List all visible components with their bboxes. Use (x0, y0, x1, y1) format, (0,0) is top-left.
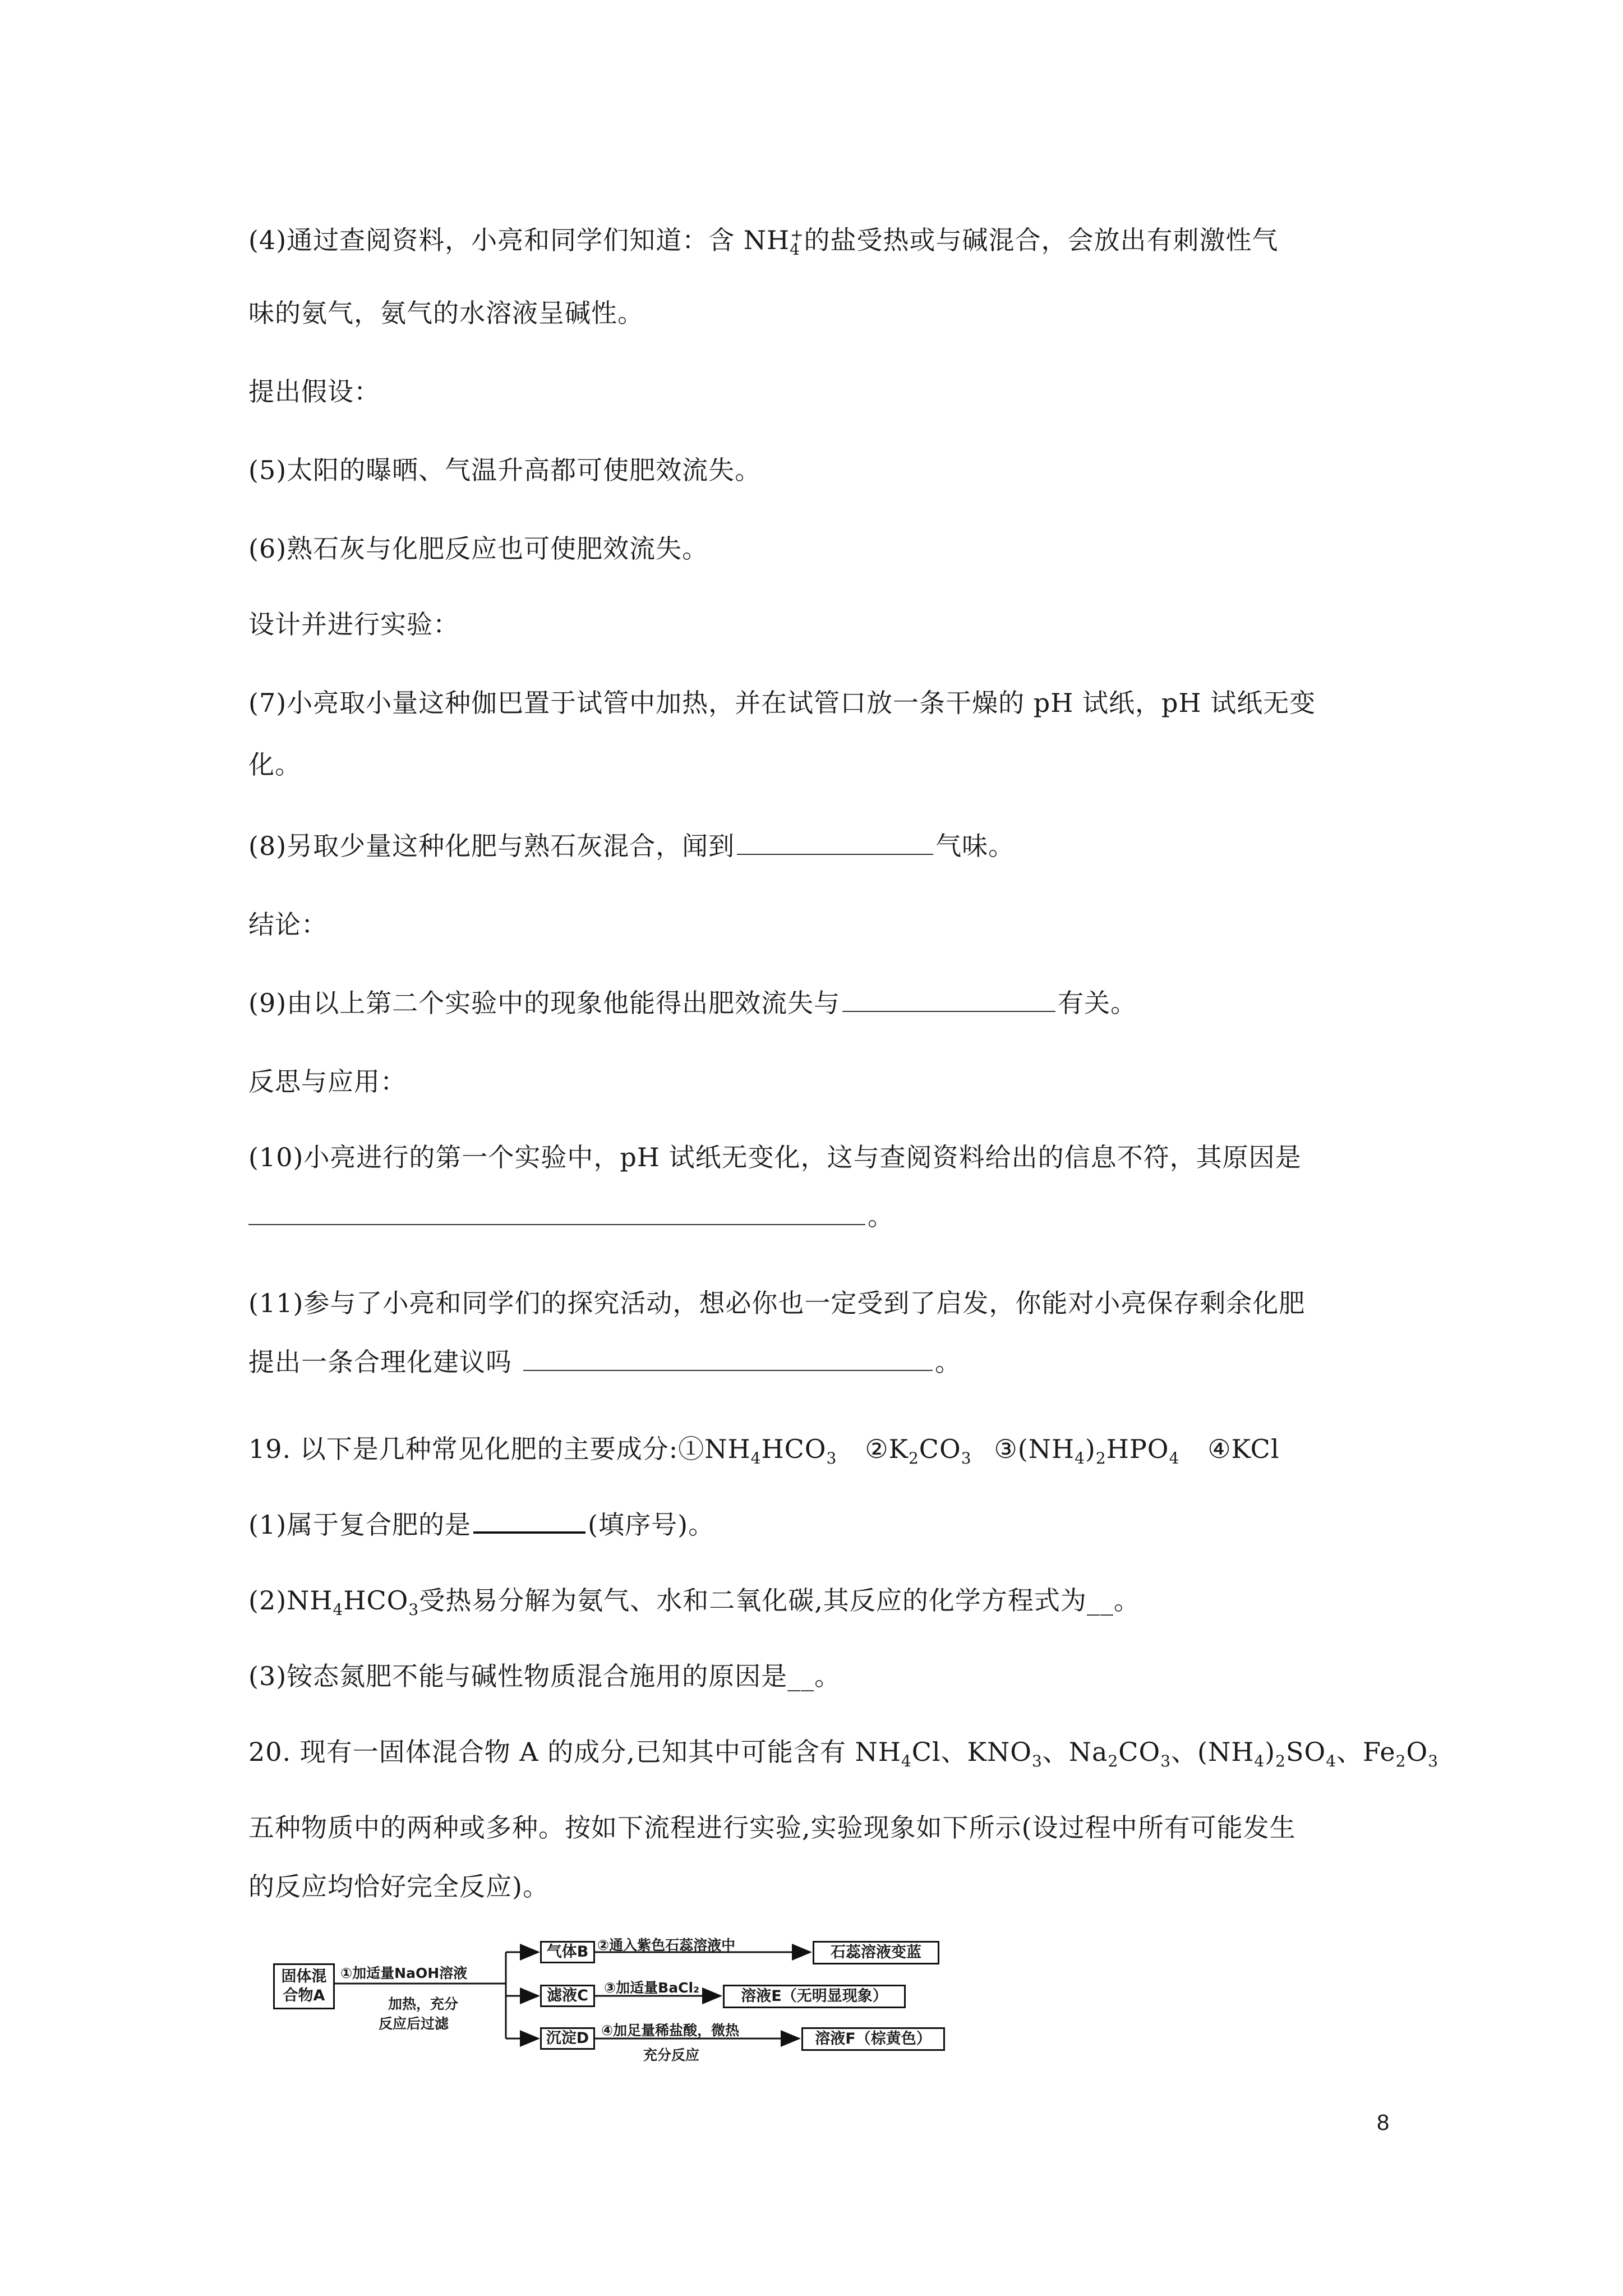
text-segment: 19. 以下是几种常见化肥的主要成分: (248, 1434, 679, 1464)
text-segment: Cl、KNO (911, 1737, 1032, 1767)
item-7-line2: 化。 (248, 749, 301, 780)
step-4-label-line2: 充分反应 (643, 2047, 700, 2063)
text-segment: (2)NH (248, 1585, 333, 1616)
item-7-line1: (7)小亮取小量这种伽巴置于试管中加热，并在试管口放一条干燥的 pH 试纸，pH 试纸无变 (248, 688, 1316, 718)
answer-blank-8[interactable] (737, 831, 933, 855)
text-segment: 。 (868, 1201, 894, 1231)
step-1-label-line3: 反应后过滤 (379, 2016, 449, 2032)
subscript: 4 (790, 240, 800, 259)
subscript: 3 (1031, 1752, 1043, 1771)
solid-mixture-a-box (273, 1963, 335, 2009)
question-20-line1 (248, 1736, 1439, 1771)
answer-blank-10[interactable] (248, 1202, 865, 1225)
subscript: 4 (1169, 1449, 1180, 1468)
section-design: 设计并进行实验： (248, 609, 459, 639)
text-segment: ②K (865, 1434, 909, 1464)
item-9 (248, 987, 1137, 1019)
text-segment: 20. 现有一固体混合物 A 的成分,已知其中可能含有 NH (248, 1737, 901, 1767)
question-20-line3: 的反应均恰好完全反应)。 (248, 1871, 549, 1902)
result-solution-e-box: 溶液E（无明显现象） (723, 1985, 906, 2008)
text-segment: 、Na (1042, 1737, 1108, 1767)
text-segment: (4)通过查阅资料，小亮和同学们知道：含 NH (248, 225, 790, 255)
subscript: 3 (826, 1449, 837, 1468)
subscript: 2 (1275, 1752, 1286, 1771)
result-litmus-blue-box: 石蕊溶液变蓝 (813, 1941, 939, 1964)
text-segment: HCO (343, 1585, 409, 1616)
text-segment: HCO (761, 1434, 827, 1464)
text-segment: SO (1285, 1737, 1326, 1767)
text-segment: CO (1118, 1737, 1161, 1767)
text-segment: CO (919, 1434, 961, 1464)
section-conclusion: 结论： (248, 909, 328, 940)
subscript: 4 (750, 1449, 762, 1468)
filtrate-c-box: 滤液C (540, 1985, 595, 2007)
question-19-part2 (248, 1585, 1140, 1619)
gas-b-box: 气体B (540, 1941, 595, 1963)
experiment-flowchart (273, 1937, 980, 2063)
text-segment: (1)属于复合肥的是 (248, 1510, 472, 1540)
subscript: 3 (408, 1600, 419, 1619)
subscript: 3 (1428, 1752, 1439, 1771)
step-2-label: ②通入紫色石蕊溶液中 (597, 1937, 736, 1953)
box-label: 固体混合物A (281, 1968, 327, 2004)
item-5: (5)太阳的曝晒、气温升高都可使肥效流失。 (248, 455, 762, 485)
text-segment: 。 (935, 1347, 961, 1377)
item-8 (248, 830, 1015, 862)
subscript: 3 (1160, 1752, 1172, 1771)
step-1-label-line2: 加热，充分 (388, 1996, 459, 2012)
subscript: 2 (1095, 1449, 1106, 1468)
subscript: 4 (1075, 1449, 1085, 1468)
superscript: + (790, 225, 804, 244)
item-6: (6)熟石灰与化肥反应也可使肥效流失。 (248, 533, 709, 564)
question-19-stem (248, 1433, 1280, 1468)
question-20-line2: 五种物质中的两种或多种。按如下流程进行实验,实验现象如下所示(设过程中所有可能发生 (248, 1812, 1296, 1843)
answer-blank-9[interactable] (842, 988, 1055, 1012)
text-segment: ①NH (678, 1434, 751, 1464)
text-segment: ) (1265, 1737, 1276, 1767)
text-segment: ) (1085, 1434, 1096, 1464)
subscript: 2 (908, 1449, 919, 1468)
text-segment: 提出一条合理化建议吗 (248, 1347, 512, 1377)
text-segment: O (1406, 1737, 1428, 1767)
text-segment: ③(NH (994, 1434, 1075, 1464)
item-11-line1: (11)参与了小亮和同学们的探究活动，想必你也一定受到了启发，你能对小亮保存剩余化肥 (248, 1288, 1306, 1318)
step-1-label: ①加适量NaOH溶液 (340, 1965, 468, 1981)
question-19-part1 (248, 1509, 714, 1540)
text-segment: ④KCl (1207, 1434, 1280, 1464)
text-segment: (填序号)。 (588, 1510, 715, 1540)
page-number: 8 (1377, 2110, 1390, 2135)
answer-blank-19-1[interactable] (473, 1509, 585, 1534)
subscript: 4 (1326, 1752, 1337, 1771)
section-reflection: 反思与应用： (248, 1066, 407, 1097)
precipitate-d-box: 沉淀D (540, 2027, 595, 2050)
paragraph-4-line1 (248, 224, 1279, 259)
step-3-label: ③加适量BaCl₂ (604, 1980, 699, 1996)
text-segment: 受热易分解为氨气、水和二氧化碳,其反应的化学方程式为__。 (419, 1585, 1140, 1616)
text-segment: 、(NH (1171, 1737, 1255, 1767)
subscript: 4 (333, 1600, 344, 1619)
subscript: 2 (1395, 1752, 1407, 1771)
item-10-line1: (10)小亮进行的第一个实验中，pH 试纸无变化，这与查阅资料给出的信息不符，其原因是 (248, 1142, 1302, 1172)
subscript: 4 (901, 1752, 912, 1771)
text-segment: (9)由以上第二个实验中的现象他能得出肥效流失与 (248, 988, 841, 1018)
section-hypothesis: 提出假设： (248, 376, 380, 407)
subscript: 2 (1108, 1752, 1119, 1771)
answer-blank-11[interactable] (523, 1347, 933, 1371)
text-segment: 气味。 (935, 831, 1015, 861)
result-solution-f-box: 溶液F（棕黄色） (801, 2027, 945, 2051)
item-10-line2 (248, 1200, 894, 1232)
text-segment: 、Fe (1336, 1737, 1396, 1767)
item-11-line2 (248, 1346, 961, 1378)
step-4-label: ④加足量稀盐酸，微热 (601, 2022, 740, 2039)
question-19-part3: (3)铵态氮肥不能与碱性物质混合施用的原因是__。 (248, 1661, 841, 1691)
text-segment: 的盐受热或与碱混合，会放出有刺激性气 (804, 225, 1279, 255)
subscript: 3 (961, 1449, 972, 1468)
text-segment: 有关。 (1058, 988, 1137, 1018)
subscript: 4 (1254, 1752, 1265, 1771)
paragraph-4-line2: 味的氨气，氨气的水溶液呈碱性。 (248, 298, 644, 328)
text-segment: HPO (1106, 1434, 1169, 1464)
text-segment: (8)另取少量这种化肥与熟石灰混合，闻到 (248, 831, 735, 861)
